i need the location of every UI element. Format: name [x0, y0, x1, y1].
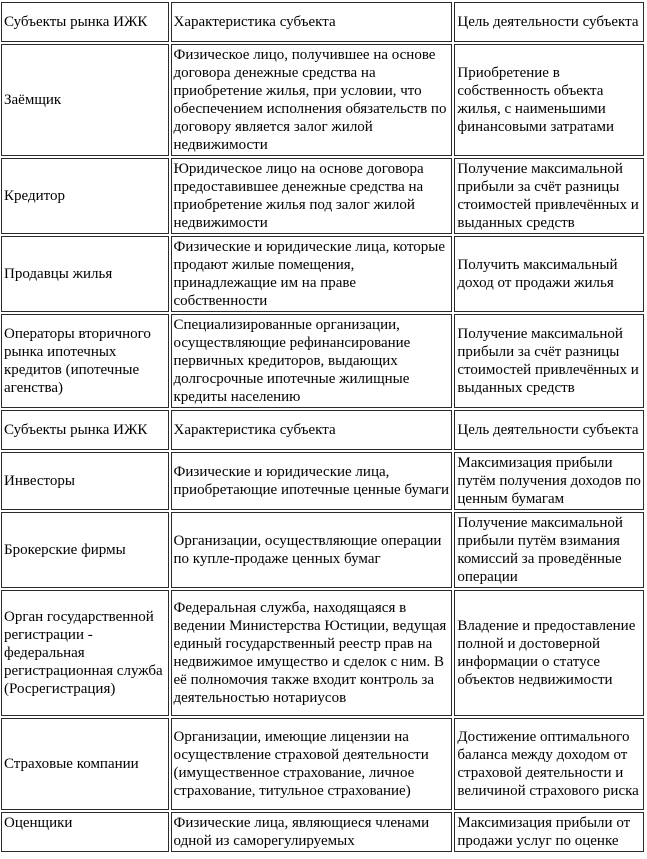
characteristic-cell: Юридическое лицо на основе договора предоставившее денежные средства на приобретение жилья под залог жилой недвижимости	[171, 158, 453, 234]
subject-cell: Брокерские фирмы	[1, 512, 169, 588]
header-cell-subject: Субъекты рынка ИЖК	[1, 2, 169, 42]
table-row	[1, 590, 644, 716]
table-row	[1, 452, 644, 510]
characteristic-cell: Организации, осуществляющие операции по купле-продаже ценных бумаг	[171, 512, 453, 588]
characteristic-cell: Специализированные организации, осуществляющие рефинансирование первичных кредиторов, выдающих долгосрочные ипотечные жилищные кредиты населению	[171, 314, 453, 408]
subject-cell: Кредитор	[1, 158, 169, 234]
subject-cell: Заёмщик	[1, 44, 169, 156]
header-cell-characteristic: Характеристика субъекта	[171, 410, 453, 450]
subject-cell: Орган государственной регистрации - федеральная регистрационная служба (Росрегистрация)	[1, 590, 169, 716]
characteristic-cell: Организации, имеющие лицензии на осуществление страховой деятельности (имущественное страхование, личное страхование, титульное страхование)	[171, 718, 453, 810]
table-row	[1, 512, 644, 588]
table-row	[1, 236, 644, 312]
subject-cell: Операторы вторичного рынка ипотечных кредитов (ипотечные агенства)	[1, 314, 169, 408]
table-row	[1, 158, 644, 234]
goal-cell: Приобретение в собственность объекта жилья, с наименьшими финансовыми затратами	[454, 44, 644, 156]
goal-cell: Достижение оптимального баланса между доходом от страховой деятельности и величиной страхового риска	[454, 718, 644, 810]
characteristic-cell: Физические и юридические лица, которые продают жилые помещения, принадлежащие им на праве собственности	[171, 236, 453, 312]
table-header-row	[1, 410, 644, 450]
header-cell-goal: Цель деятельности субъекта	[454, 410, 644, 450]
subject-cell: Страховые компании	[1, 718, 169, 810]
characteristic-cell: Физическое лицо, получившее на основе договора денежные средства на приобретение жилья, при условии, что обеспечением исполнения обязательств по договору является залог жилой недвижимости	[171, 44, 453, 156]
goal-cell: Получение максимальной прибыли путём взимания комиссий за проведённые операции	[454, 512, 644, 588]
goal-cell: Получение максимальной прибыли за счёт разницы стоимостей привлечённых и выданных средств	[454, 314, 644, 408]
characteristic-cell: Федеральная служба, находящаяся в ведении Министерства Юстиции, ведущая единый государственный реестр прав на недвижимое имущество и сделок с ним. В её полномочия также входит контроль за деятельностью нотариусов	[171, 590, 453, 716]
goal-cell: Владение и предоставление полной и достоверной информации о статусе объектов недвижимости	[454, 590, 644, 716]
table-row	[1, 718, 644, 810]
goal-cell: Максимизация прибыли путём получения доходов по ценным бумагам	[454, 452, 644, 510]
table-header-row	[1, 2, 644, 42]
characteristic-cell: Физические лица, являющиеся членами одной из саморегулируемых	[171, 812, 453, 852]
header-cell-characteristic: Характеристика субъекта	[171, 2, 453, 42]
characteristic-cell: Физические и юридические лица, приобретающие ипотечные ценные бумаги	[171, 452, 453, 510]
subject-cell: Инвесторы	[1, 452, 169, 510]
goal-cell: Получение максимальной прибыли за счёт разницы стоимостей привлечённых и выданных средств	[454, 158, 644, 234]
header-cell-subject: Субъекты рынка ИЖК	[1, 410, 169, 450]
table-row	[1, 44, 644, 156]
table-row	[1, 314, 644, 408]
subject-cell: Продавцы жилья	[1, 236, 169, 312]
header-cell-goal: Цель деятельности субъекта	[454, 2, 644, 42]
table-row	[1, 812, 644, 852]
goal-cell: Получить максимальный доход от продажи жилья	[454, 236, 644, 312]
goal-cell: Максимизация прибыли от продажи услуг по оценке	[454, 812, 644, 852]
subject-cell: Оценщики	[1, 812, 169, 852]
